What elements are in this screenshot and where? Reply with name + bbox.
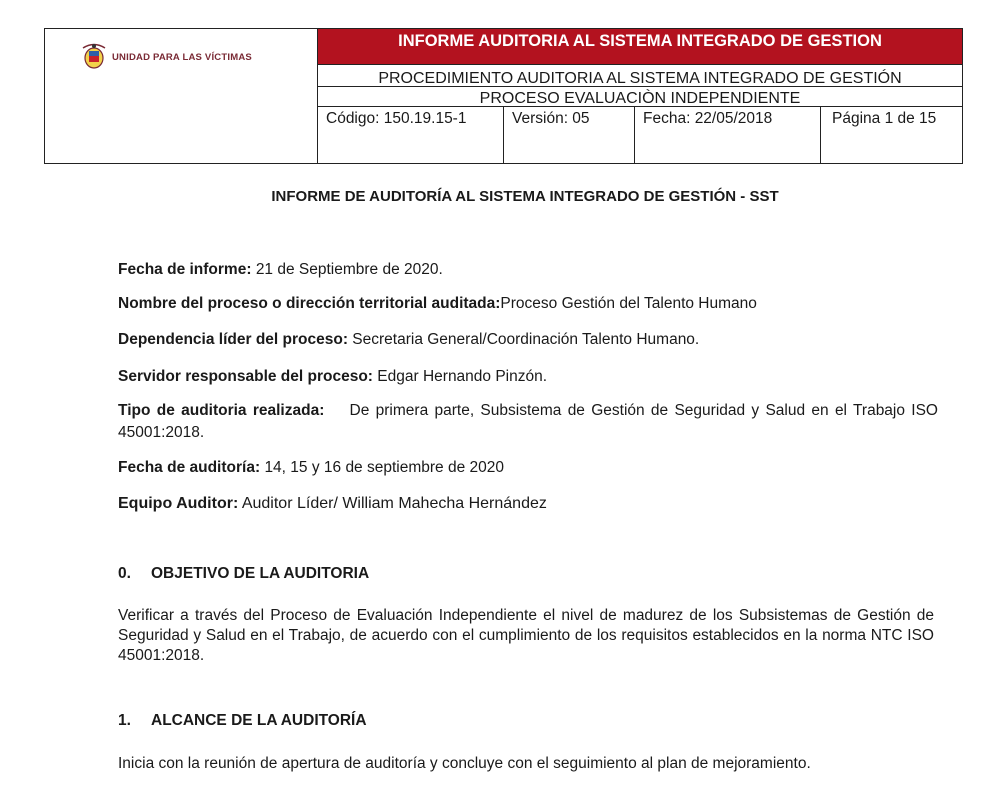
field-value: 21 de Septiembre de 2020. <box>255 261 443 278</box>
scope-paragraph: Inicia con la reunión de apertura de auditoría y concluye con el seguimiento al plan de mejoramiento. <box>118 755 811 772</box>
logo-text: UNIDAD PARA LAS VÍCTIMAS <box>112 51 252 63</box>
document-code: Código: 150.19.15-1 <box>318 107 504 163</box>
field-lead-dependency <box>118 328 938 352</box>
process-name: PROCESO EVALUACIÒN INDEPENDIENTE <box>318 87 962 107</box>
field-value: Secretaria General/Coordinación Talento Humano. <box>352 331 700 348</box>
field-audit-dates <box>118 456 938 480</box>
logo-cell <box>45 29 318 163</box>
page-number: Página 1 de 15 <box>832 110 937 127</box>
field-label: Nombre del proceso o dirección territorial auditada: <box>118 295 501 312</box>
unidad-victimas-logo <box>81 36 277 78</box>
field-value: Proceso Gestión del Talento Humano <box>500 295 757 312</box>
field-report-date <box>118 258 938 282</box>
section-number: 0. <box>118 565 131 582</box>
objective-paragraph: Verificar a través del Proceso de Evaluación Independiente el nivel de madurez de los Subsistemas de Gestión de Seguridad y Salud en el Trabajo, de acuerdo con el cumplimiento de los requisitos establecidos en la norma NTC ISO 45001:2018. <box>118 607 934 664</box>
coat-of-arms-icon <box>81 42 107 72</box>
document-version: Versión: 05 <box>504 107 635 163</box>
field-value: De primera parte, Subsistema de Gestión de Seguridad y Salud en el Trabajo ISO 45001:2018. <box>118 402 938 441</box>
field-value: 14, 15 y 16 de septiembre de 2020 <box>264 459 504 476</box>
field-responsible-servant <box>118 365 938 389</box>
field-audit-type <box>118 400 938 444</box>
document-title: INFORME DE AUDITORÍA AL SISTEMA INTEGRADO DE GESTIÓN - SST <box>271 188 779 205</box>
section-heading-objective <box>118 565 369 583</box>
report-title-bar: INFORME AUDITORIA AL SISTEMA INTEGRADO DE GESTION <box>318 29 962 65</box>
field-label: Fecha de informe: <box>118 261 252 278</box>
section-number: 1. <box>118 712 131 729</box>
field-process-name <box>118 292 938 316</box>
field-label: Equipo Auditor: <box>118 495 239 512</box>
field-label: Servidor responsable del proceso: <box>118 368 373 385</box>
field-audit-team <box>118 492 938 516</box>
procedure-name: PROCEDIMIENTO AUDITORIA AL SISTEMA INTEGRADO DE GESTIÓN <box>318 65 962 87</box>
section-title: OBJETIVO DE LA AUDITORIA <box>151 565 370 582</box>
section-heading-scope <box>118 712 367 730</box>
document-date: Fecha: 22/05/2018 <box>635 107 821 163</box>
field-label: Fecha de auditoría: <box>118 459 261 476</box>
section-title: ALCANCE DE LA AUDITORÍA <box>151 712 367 729</box>
field-value: Auditor Líder/ William Mahecha Hernández <box>241 495 547 512</box>
field-value: Edgar Hernando Pinzón. <box>377 368 548 385</box>
field-label: Dependencia líder del proceso: <box>118 331 348 348</box>
field-label: Tipo de auditoria realizada: <box>118 402 325 419</box>
document-header-table <box>44 28 963 164</box>
